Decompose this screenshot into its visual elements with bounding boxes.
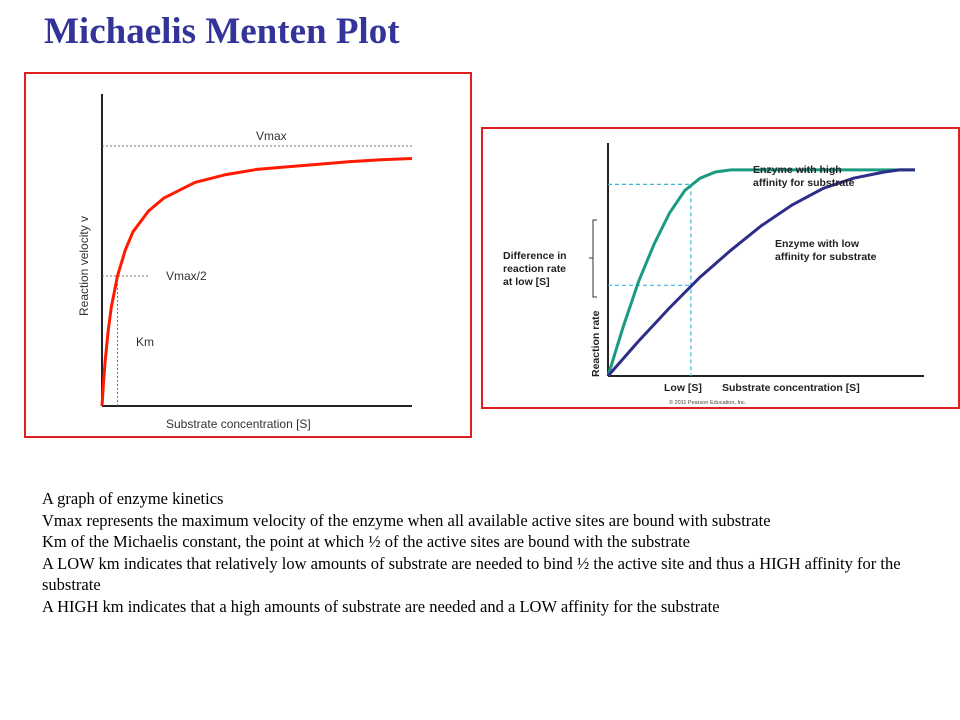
caption-line: A graph of enzyme kinetics xyxy=(42,489,224,508)
caption-line: Vmax represents the maximum velocity of the enzyme when all available active sites are bound with substrate xyxy=(42,510,771,530)
caption xyxy=(42,488,902,618)
x-axis-label: Substrate concentration [S] xyxy=(166,417,311,431)
high-affinity-curve xyxy=(608,170,915,376)
half-vmax-label: Vmax/2 xyxy=(166,269,207,283)
high-affinity-label: Enzyme with high affinity for substrate xyxy=(753,164,855,189)
km-label: Km xyxy=(136,335,154,349)
y-axis-label: Reaction velocity v xyxy=(77,215,91,316)
difference-label-line3: at low [S] xyxy=(503,276,550,288)
low-affinity-label: Enzyme with low affinity for substrate xyxy=(775,238,877,263)
affinity-comparison-chart xyxy=(483,129,960,411)
low-affinity-curve xyxy=(608,170,915,376)
michaelis-menten-chart xyxy=(26,74,474,440)
difference-label-line2: reaction rate xyxy=(503,263,567,275)
michaelis-menten-curve xyxy=(102,159,412,407)
affinity-comparison-chart-panel xyxy=(481,127,960,409)
difference-label xyxy=(503,250,570,288)
michaelis-menten-chart-panel xyxy=(24,72,472,438)
low-s-label: Low [S] xyxy=(664,382,702,394)
y-axis-label: Reaction rate xyxy=(590,310,602,377)
caption-line: A HIGH km indicates that a high amounts of substrate are needed and a LOW affinity for the substrate xyxy=(42,596,720,616)
difference-bracket xyxy=(589,220,597,297)
difference-label-line1: Difference in xyxy=(503,250,567,262)
caption-line: Km of the Michaelis constant, the point at which ½ of the active sites are bound with the substrate xyxy=(42,532,690,552)
x-axis-label: Substrate concentration [S] xyxy=(722,382,860,394)
vmax-label: Vmax xyxy=(256,129,287,143)
copyright-text: © 2011 Pearson Education, Inc. xyxy=(669,400,747,406)
caption-line: A LOW km indicates that relatively low amounts of substrate are needed to bind ½ the active site and thus a HIGH affinity for the substrate xyxy=(42,553,901,595)
page-title: Michaelis Menten Plot xyxy=(44,11,400,52)
